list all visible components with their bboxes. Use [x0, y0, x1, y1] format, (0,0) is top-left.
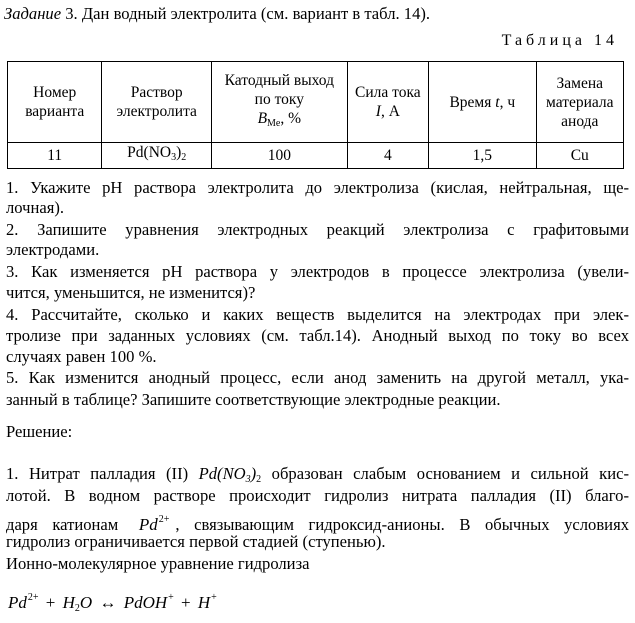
header-anode: Замена материала анода — [536, 62, 623, 143]
question-4-line-3: случаях равен 100 %. — [6, 347, 157, 366]
header-cathode-yield-symbol: B — [257, 110, 268, 127]
electrolysis-table — [7, 61, 624, 169]
solution-p1-formula-close: ) — [250, 464, 257, 483]
eq-h: H — [197, 593, 211, 612]
header-current — [347, 62, 428, 143]
eq-pd-charge: 2+ — [27, 592, 39, 603]
eq-pdoh-charge: + — [168, 592, 174, 603]
cell-solution-sub1: 3 — [171, 152, 177, 163]
solution-p1-line-4: гидролиз ограничивается первой стадией (ступенью). — [6, 532, 386, 551]
question-5-line-2: занный в таблице? Запишите соответствующие электродные реакции. — [6, 390, 501, 409]
table-header-row — [8, 62, 624, 143]
solution-p1-formula-sub2: 2 — [256, 474, 262, 485]
solution-p1-formula-sub1: 3 — [245, 474, 251, 485]
header-cathode-yield-sub: Me — [267, 118, 281, 129]
pd-ion-charge: 2+ — [158, 514, 170, 525]
task-statement — [4, 4, 430, 24]
solution-p1-line-3-b: , связывающим гидроксид-анионы. В обычных условиях — [175, 515, 629, 534]
solution-heading: Решение: — [6, 422, 73, 441]
cell-solution-main: Pd(NO — [127, 144, 172, 161]
cell-solution-close: ) — [176, 144, 182, 161]
question-1-line-2: лочная). — [6, 198, 65, 217]
header-cathode-yield-label: Катодный выход по току — [224, 72, 334, 108]
header-current-word: Сила тока — [355, 84, 421, 101]
cell-time: 1,5 — [429, 143, 537, 169]
cell-variant: 11 — [8, 143, 102, 169]
header-current-symbol: I — [375, 103, 381, 120]
eq-pdoh: PdOH — [123, 593, 168, 612]
question-2-line-2: электродами. — [6, 240, 100, 259]
header-current-unit: , А — [380, 103, 400, 120]
eq-arrow: ↔ — [99, 593, 117, 612]
question-4-line-2: тролизе при заданных условиях (см. табл.14). Анодный выход по току во всех — [6, 326, 629, 345]
solution-p2: Ионно-молекулярное уравнение гидролиза — [6, 554, 310, 573]
cell-current: 4 — [347, 143, 428, 169]
cell-cathode-yield: 100 — [211, 143, 347, 169]
task-text: 3. Дан водный электролита (см. вариант в табл. 14). — [61, 4, 431, 23]
table-row — [8, 143, 624, 169]
hydrolysis-equation — [8, 592, 217, 614]
eq-water-sub: 2 — [74, 603, 80, 614]
cell-solution — [102, 143, 212, 169]
solution-p1-formula: Pd(NO — [198, 464, 246, 483]
task-label: Задание — [4, 4, 62, 23]
cell-solution-sub2: 2 — [181, 152, 187, 163]
header-cathode-yield — [211, 62, 347, 143]
eq-h-charge: + — [211, 592, 217, 603]
question-4-line-1: 4. Рассчитайте, сколько и каких веществ выделится на электродах при элек- — [6, 305, 629, 324]
solution-p1-line-2: лотой. В водном растворе происходит гидролиз нитрата палладия (II) благо- — [6, 486, 629, 505]
header-cathode-yield-unit: , % — [280, 110, 302, 127]
eq-water-h: H — [62, 593, 75, 612]
question-1-line-1: 1. Укажите pH раствора электролита до электролиза (кислая, нейтральная, ще- — [6, 178, 629, 197]
cell-anode: Cu — [536, 143, 623, 169]
pd-ion-symbol: Pd — [138, 515, 158, 534]
solution-p1-line-3-a: даря катионам — [6, 515, 119, 534]
eq-plus-2: + — [181, 593, 191, 612]
table-caption: Таблица 14 — [501, 32, 618, 49]
header-time-unit: , ч — [499, 93, 516, 111]
header-time-word: Время — [449, 93, 496, 111]
solution-p1-text-a: 1. Нитрат палладия (II) — [6, 464, 199, 483]
question-2-line-1: 2. Запишите уравнения электродных реакций электролиза с графитовыми — [6, 220, 629, 239]
header-variant: Номер варианта — [8, 62, 102, 143]
header-time — [429, 62, 537, 143]
header-solution: Раствор электролита — [102, 62, 212, 143]
question-3-line-2: чится, уменьшится, не изменится)? — [6, 283, 256, 302]
header-time-symbol: t — [495, 93, 500, 111]
eq-plus-1: + — [45, 593, 56, 612]
question-3-line-1: 3. Как изменяется pH раствора у электродов в процессе электролиза (увели- — [6, 262, 629, 281]
eq-pd: Pd — [8, 593, 27, 612]
solution-p1-text-b: образован слабым основанием и сильной кис- — [261, 464, 629, 483]
eq-water-o: O — [79, 593, 93, 612]
question-5-line-1: 5. Как изменится анодный процесс, если анод заменить на другой металл, ука- — [6, 368, 629, 387]
